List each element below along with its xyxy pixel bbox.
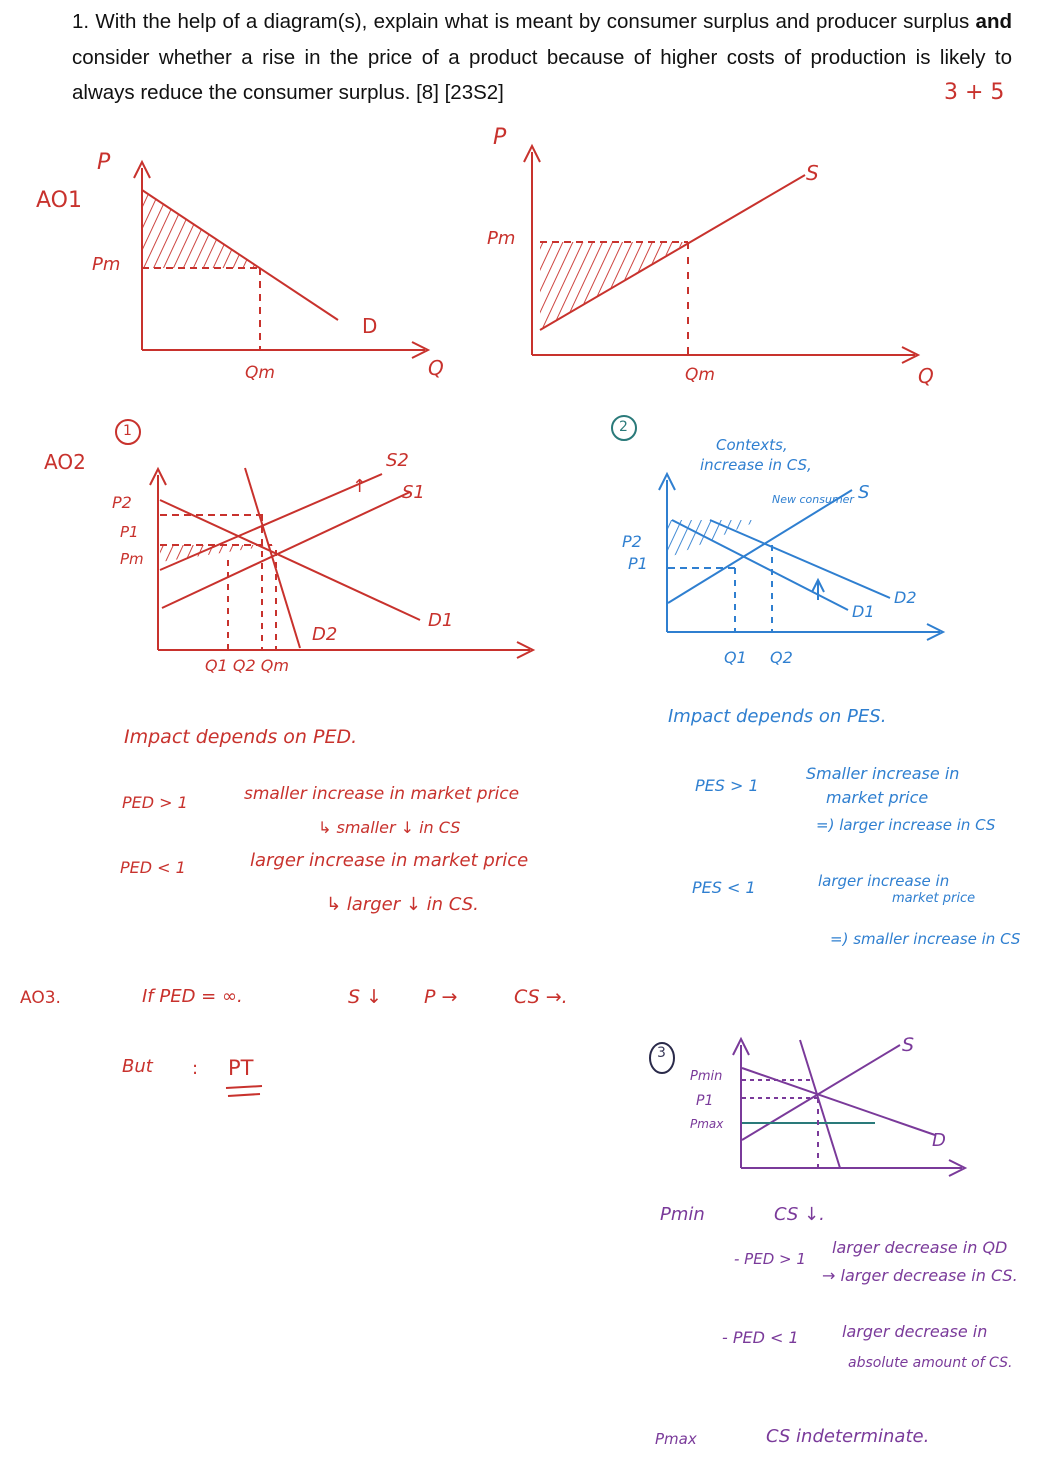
- diagram1-number: 1: [123, 423, 132, 439]
- d1-s1-label: S1: [402, 482, 425, 503]
- d1-arrow: ↑: [352, 476, 368, 497]
- pmax-effect: CS indeterminate.: [766, 1426, 930, 1447]
- ao1-left-qty-label: Qm: [245, 363, 275, 383]
- d2-supply-label: S: [858, 482, 870, 503]
- ao3-effect-p: P →: [424, 986, 458, 1008]
- d3-y-axis: [733, 1039, 749, 1168]
- ao1-left-price-label: Pm: [92, 254, 121, 275]
- ao1-right-x-axis: [532, 347, 918, 363]
- ao1-left-y-label: P: [97, 150, 111, 175]
- ao3-effect-cs: CS →.: [514, 986, 568, 1008]
- d3-shifted-demand: [800, 1040, 840, 1168]
- pes-row2-line1: larger increase in: [818, 872, 950, 890]
- question-part1: 1. With the help of a diagram(s), explain what is meant by consumer surplus and producer surplus: [72, 10, 976, 33]
- pes-row1-line3: =) larger increase in CS: [816, 816, 996, 834]
- d1-d2-label: D2: [312, 624, 338, 645]
- d2-d1-label: D1: [852, 602, 875, 621]
- ao3-pt: PT: [228, 1056, 254, 1080]
- d3-price-p1: P1: [696, 1093, 714, 1109]
- ao3-label: AO3.: [20, 988, 61, 1008]
- ao1-label: AO1: [36, 188, 82, 213]
- d2-note-line1: Contexts,: [716, 436, 788, 454]
- ao1-left-curve-label: D: [362, 314, 378, 338]
- pt-underline: [226, 1086, 262, 1096]
- d2-q1: Q1: [724, 648, 747, 667]
- d1-d2: [245, 468, 300, 648]
- diagram2-number: 2: [619, 419, 628, 435]
- pmin-row2-cond: - PED < 1: [722, 1328, 799, 1347]
- d1-d1-label: D1: [428, 610, 454, 631]
- ped-row1-line1: smaller increase in market price: [244, 784, 520, 804]
- ao1-ps-area: [540, 242, 688, 330]
- d2-new-consumers: New consumer: [772, 493, 854, 506]
- d3-supply: [742, 1045, 900, 1140]
- ao1-right-qty-label: Qm: [685, 365, 715, 385]
- d3-supply-label: S: [902, 1034, 915, 1056]
- diagram3-number: 3: [657, 1045, 666, 1061]
- pes-heading: Impact depends on PES.: [668, 706, 887, 727]
- pes-row1-cond: PES > 1: [695, 776, 759, 795]
- pmin-row1-line1: larger decrease in QD: [832, 1238, 1008, 1257]
- d3-price-pmax: Pmax: [690, 1117, 724, 1131]
- ped-row1-line2: ↳ smaller ↓ in CS: [318, 818, 461, 837]
- pes-row2-cond: PES < 1: [692, 878, 756, 897]
- pes-row1-line1: Smaller increase in: [806, 764, 960, 783]
- d3-x-axis: [741, 1160, 965, 1176]
- ao1-demand-graph: [134, 162, 428, 358]
- ped-row2-line2: ↳ larger ↓ in CS.: [326, 894, 479, 915]
- d2-price-p1: P1: [628, 554, 648, 573]
- d2-x-axis: [667, 624, 943, 640]
- d3-price-pmin: Pmin: [690, 1069, 723, 1084]
- d1-price-pm: Pm: [120, 550, 144, 568]
- ao1-right-y-axis: [524, 146, 540, 355]
- pes-row2-line3: =) smaller increase in CS: [830, 930, 1021, 948]
- d1-d1: [160, 500, 420, 620]
- ao1-right-price-label: Pm: [487, 228, 516, 249]
- ao1-left-x-axis: [142, 342, 428, 358]
- d2-d2-label: D2: [894, 588, 917, 607]
- ped-heading: Impact depends on PED.: [124, 726, 358, 748]
- ao1-right-x-label: Q: [918, 364, 934, 388]
- question-bold: and: [975, 10, 1012, 33]
- pmin-title: Pmin: [660, 1204, 705, 1225]
- pmin-effect: CS ↓.: [774, 1204, 825, 1225]
- pmin-row2-line2: absolute amount of CS.: [848, 1355, 1013, 1371]
- marks-note: 3 + 5: [944, 80, 1005, 105]
- d3-demand-label: D: [932, 1130, 946, 1151]
- pmax-title: Pmax: [655, 1430, 697, 1448]
- d2-price-p2: P2: [622, 532, 642, 551]
- pes-row2-line2: market price: [892, 891, 976, 906]
- pmin-row1-line2: → larger decrease in CS.: [822, 1266, 1018, 1285]
- ped-row2-line1: larger increase in market price: [250, 850, 529, 871]
- ao1-right-y-label: P: [493, 125, 507, 150]
- question-part2: consider whether a rise in the price of a product because of higher costs of production is likely to always reduce the consumer surplus. [8] [23S2]: [72, 45, 1012, 104]
- ped-row1-cond: PED > 1: [122, 793, 188, 812]
- ao3-but: But: [122, 1056, 153, 1077]
- ao1-supply-graph: [524, 146, 918, 363]
- ao1-left-x-label: Q: [428, 356, 444, 380]
- d2-q2: Q2: [770, 648, 793, 667]
- d1-price-p1: P1: [120, 523, 139, 541]
- d1-qty-labels: Q1 Q2 Qm: [205, 656, 289, 675]
- pmin-row1-cond: - PED > 1: [734, 1250, 806, 1268]
- ao3-if-line: If PED = ∞.: [142, 986, 243, 1007]
- d2-note-line2: increase in CS,: [700, 456, 812, 474]
- pes-row1-line2: market price: [826, 788, 929, 807]
- d1-s2-label: S2: [386, 450, 409, 471]
- ao3-colon: :: [192, 1058, 199, 1079]
- ao2-diagram1-graph: [116, 420, 533, 658]
- ao1-right-curve-label: S: [806, 161, 819, 185]
- d1-price-p2: P2: [112, 493, 132, 512]
- d3-demand: [742, 1068, 935, 1135]
- pmin-row2-line1: larger decrease in: [842, 1322, 988, 1341]
- ped-row2-cond: PED < 1: [120, 858, 186, 877]
- ao3-effect-s: S ↓: [348, 986, 383, 1008]
- ao2-label: AO2: [44, 450, 86, 474]
